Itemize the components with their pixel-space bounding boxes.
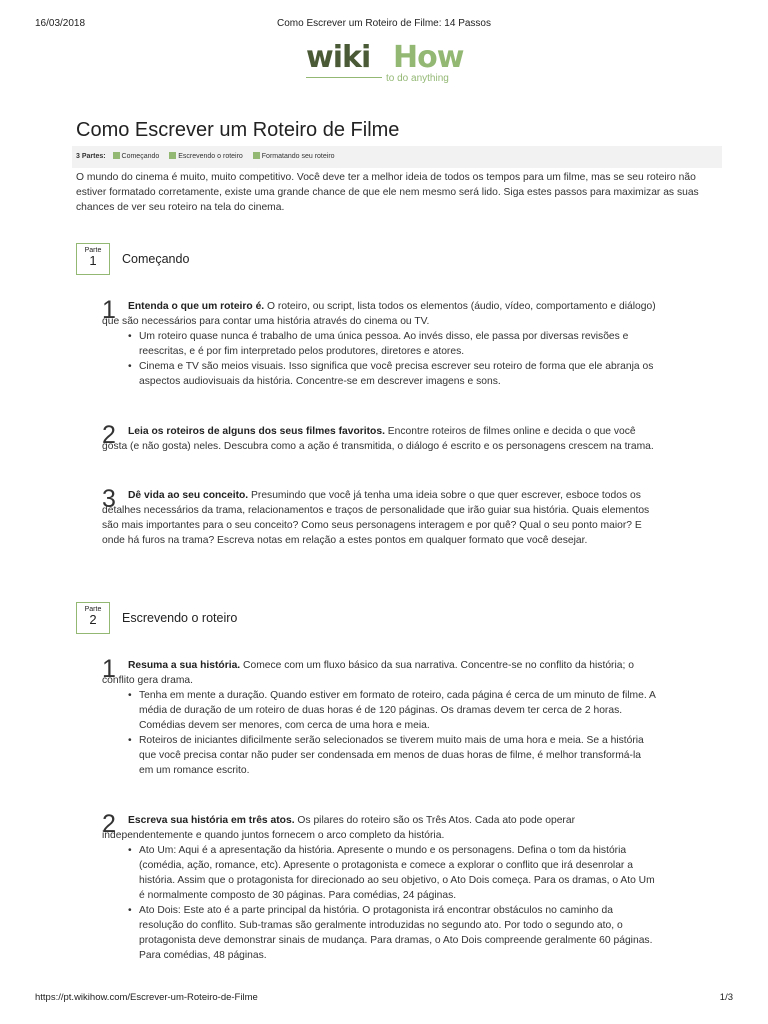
logo-tagline: to do anything (386, 73, 449, 84)
part-link-label: Começando (121, 153, 160, 160)
step-body: Comece com um fluxo básico da sua narrativa. Concentre-se no conflito da história; o conflito gera drama. (102, 660, 634, 686)
wikihow-logo[interactable] (306, 40, 476, 86)
step-number: 2 (102, 810, 116, 838)
part-name: Começando (122, 252, 190, 266)
bullet-item: • Um roteiro quase nunca é trabalho de uma única pessoa. Ao invés disso, ele passa por diversas revisões e reescritas, e é por fim interpretado pelos produtores, diretores e atores. (128, 329, 658, 359)
logo-underline (306, 77, 382, 78)
bullet-item: • Ato Um: Aqui é a apresentação da história. Apresente o mundo e os personagens. Defina o tom da história (comédia, ação, romance, etc). Apresente o protagonista e comece a explorar o conflito que irá desenrolar a história. Assim que o protagonista for direcionado ao seu objetivo, o Ato Dois começa. Para os dramas, o Ato Um é normalmente composto de 30 páginas. Para comédias, 24 páginas. (128, 843, 658, 903)
step-number: 1 (102, 655, 116, 683)
step-body: Presumindo que você já tenha uma ideia sobre o que quer escrever, esboce todos os detalhes necessários da trama, relacionamentos e traços de personalidade que irão guiar sua história. Quais elementos são mais importantes para o seu conceito? Como seus personagens interagem e por quê? Qual o seu ponto maior? E onde há furos na trama? Escreva notas em relação a estes pontos em qualquer formato que você desejar. (102, 490, 650, 546)
step-number: 1 (102, 296, 116, 324)
part-name: Escrevendo o roteiro (122, 611, 238, 625)
parts-bar (72, 146, 722, 168)
step-lead: Resuma a sua história. (128, 660, 241, 671)
step-text (102, 658, 658, 688)
step-2-1 (102, 655, 658, 778)
step-text (102, 424, 658, 454)
part-badge-word: Parte (84, 247, 102, 254)
parts-label: 3 Partes: (76, 153, 106, 160)
print-date: 16/03/2018 (35, 18, 86, 29)
print-page-title: Como Escrever um Roteiro de Filme: 14 Passos (277, 18, 491, 29)
step-bullets (128, 843, 658, 963)
step-text (102, 299, 658, 329)
part-link-2[interactable] (169, 153, 243, 160)
part-square-icon (253, 152, 260, 159)
step-body: O roteiro, ou script, lista todos os elementos (áudio, vídeo, comportamento e diálogo) que são necessários para contar uma história através do cinema ou TV. (102, 301, 656, 327)
step-lead: Escreva sua história em três atos. (128, 815, 295, 826)
part-square-icon (113, 152, 120, 159)
part-badge-number: 2 (89, 612, 97, 627)
bullet-item: • Tenha em mente a duração. Quando estiver em formato de roteiro, cada página é cerca de um minuto de filme. A média de duração de um roteiro de duas horas é de 120 páginas. Os dramas devem ter cerca de 2 horas. Comédias devem ser menores, com cerca de uma hora e meia. (128, 688, 658, 733)
step-lead: Dê vida ao seu conceito. (128, 490, 249, 501)
bullet-item: • Roteiros de iniciantes dificilmente serão selecionados se tiverem muito mais de uma hora e meia. Se a história que você precisa contar não puder ser condensada em menos de duas horas de filme, é melhor transformá-la em um romance escrito. (128, 733, 658, 778)
part-link-label: Formatando seu roteiro (261, 153, 335, 160)
step-lead: Leia os roteiros de alguns dos seus filmes favoritos. (128, 426, 385, 437)
step-body: Os pilares do roteiro são os Três Atos. Cada ato pode operar independentemente e quando juntos fornecem o arco completo da história. (102, 815, 576, 841)
step-bullets (128, 329, 658, 389)
step-1-2 (102, 421, 658, 454)
part-square-icon (169, 152, 176, 159)
bullet-item: • Ato Dois: Este ato é a parte principal da história. O protagonista irá encontrar obstáculos no caminho da resolução do conflito. Sub-tramas são geralmente introduzidas no segundo ato. Por todo o segundo ato, o protagonista deve demonstrar sinais de mudança. Para dramas, o Ato Dois compreende geralmente 60 páginas. Para comédias, 48 páginas. (128, 903, 658, 963)
step-text (102, 488, 658, 548)
print-header (35, 18, 733, 32)
part-badge (76, 243, 110, 275)
part-link-3[interactable] (253, 153, 335, 160)
print-footer (35, 992, 733, 1004)
step-1-3 (102, 485, 658, 548)
step-bullets (128, 688, 658, 778)
part-badge-number: 1 (89, 253, 97, 268)
bullet-item: • Cinema e TV são meios visuais. Isso significa que você precisa escrever seu roteiro de forma que ele abranja os aspectos audiovisuais da história. Concentre-se em descrever imagens e sons. (128, 359, 658, 389)
step-text (102, 813, 658, 843)
step-1-1 (102, 296, 658, 389)
article-title: Como Escrever um Roteiro de Filme (76, 119, 400, 141)
step-number: 3 (102, 485, 116, 513)
step-number: 2 (102, 421, 116, 449)
footer-url[interactable]: https://pt.wikihow.com/Escrever-um-Roteiro-de-Filme (35, 992, 258, 1003)
part-badge (76, 602, 110, 634)
logo-how: How (393, 40, 464, 75)
part-badge-word: Parte (84, 606, 102, 613)
page-number: 1/3 (719, 992, 733, 1003)
part-link-1[interactable] (113, 153, 160, 160)
intro-paragraph: O mundo do cinema é muito, muito competitivo. Você deve ter a melhor ideia de todos os tempos para um filme, mas se seu roteiro não estiver formatado corretamente, existe uma grande chance de que ele nem mesmo será lido. Siga estes passos para maximizar as suas chances de ver seu roteiro na tela do cinema. (76, 172, 699, 213)
step-lead: Entenda o que um roteiro é. (128, 301, 265, 312)
logo-wiki: wiki (306, 40, 371, 75)
part-link-label: Escrevendo o roteiro (178, 153, 243, 160)
step-body: Encontre roteiros de filmes online e decida o que você gosta (e não gosta) neles. Descubra como a ação é transmitida, o diálogo é escrito e os personagens crescem na trama. (102, 426, 654, 452)
step-2-2 (102, 810, 658, 963)
